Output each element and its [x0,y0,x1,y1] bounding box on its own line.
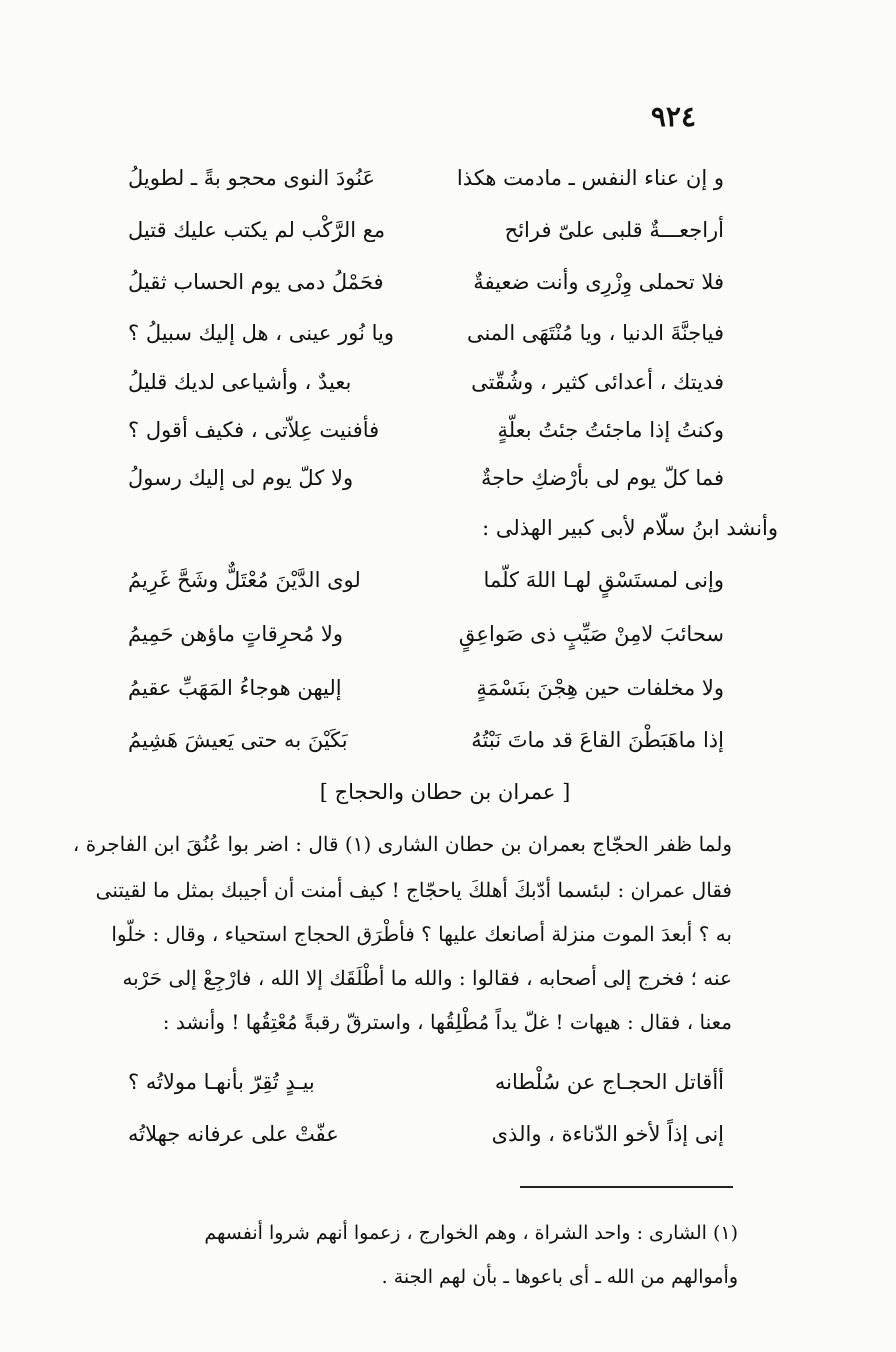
hemistich-second: بعيدٌ ، وأشياعى لديك قليلُ [128,370,352,394]
hemistich-second: ولا مُحرِقاتٍ ماؤهن حَمِيمُ [128,622,344,646]
verse [128,166,724,206]
prose-line: به ؟ أبعدَ الموت منزلة أصانعك عليها ؟ فأطْرَق الحجاج استحياء ، وقال : خلّوا [111,922,732,946]
hemistich-first: أأقاتل الحجـاج عن سُلْطانه [494,1070,724,1094]
hemistich-second: عَنُودَ النوى محجو بةً ـ لطويلُ [128,166,375,190]
hemistich-second: ولا كلّ يوم لى إليك رسولُ [128,466,354,490]
verse [128,370,724,410]
hemistich-second: بَكَيْنَ به حتى يَعيشَ هَشِيمُ [128,728,348,752]
hemistich-first: إذا ماهَبَطْنَ القاعَ قد ماتَ نَبْتُهُ [471,728,724,752]
hemistich-second: لوى الدَّيْنَ مُعْتَلٌّ وشَحَّ غَرِيمُ [128,568,361,592]
verse [128,676,724,716]
verse [128,270,724,310]
footnote-line: (١) الشارى : واحد الشراة ، وهم الخوارج ، زعموا أنهم شروا أنفسهم [204,1222,738,1244]
verse [128,568,724,608]
footnote-separator [520,1186,733,1188]
hemistich-second: فحَمْلُ دمى يوم الحساب ثقيلُ [128,270,384,294]
hemistich-first: فياجنَّةَ الدنيا ، ويا مُنْتَهَى المنى [466,321,724,345]
hemistich-second: ويا نُور عينى ، هل إليك سبيلُ ؟ [128,321,394,345]
verse [128,466,724,506]
hemistich-first: أراجعـــةٌ قلبى علىّ فرائح [504,218,724,242]
verse [128,321,724,361]
hemistich-second: إليهن هوجاءُ المَهَبِّ عقيمُ [128,676,342,700]
hemistich-first: فديتك ، أعدائى كثير ، وشُقّتى [471,370,724,394]
hemistich-first: سحائبَ لامِنْ صَيِّبٍ ذى صَواعِقٍ [458,622,724,646]
prose-line: فقال عمران : لبئسما أدّبكَ أهلكَ ياحجّاج ! كيف أمنت أن أجيبك بمثل ما لقيتنى [95,878,732,902]
hemistich-first: فما كلّ يوم لى بأرْضكِ حاجةٌ [481,466,724,490]
prose-line: ولما ظفر الحجّاج بعمران بن حطان الشارى (١) قال : اضر بوا عُنُقَ ابن الفاجرة ، [72,832,732,856]
verse [128,728,724,768]
hemistich-second: بيـدٍ تُقِرّ بأنهـا مولاتُه ؟ [128,1070,315,1094]
hemistich-first: فلا تحملى وِزْرِى وأنت ضعيفةٌ [473,270,724,294]
prose-line: عنه ؛ فخرج إلى أصحابه ، فقالوا : والله ما أطْلَقَك إلا الله ، فارْجِعْ إلى حَرْبه [122,966,732,990]
hemistich-first: و إن عناء النفس ـ مادمت هكذا [456,166,724,190]
verse [128,1070,724,1110]
hemistich-second: عفّتْ على عرفانه جهلاتُه [128,1122,339,1146]
hemistich-second: فأفنيت عِلاّتى ، فكيف أقول ؟ [128,418,380,442]
section-heading: [ عمران بن حطان والحجاج ] [319,780,571,804]
hemistich-first: وكنتُ إذا ماجئتُ جئتُ بعلّةٍ [497,418,724,442]
hemistich-first: وإنى لمستَسْقٍ لهـا اللهَ كلّما [483,568,724,592]
prose-line: معنا ، فقال : هيهات ! غلّ يداً مُطْلِقُها ، واسترقّ رقبةً مُعْتِقُها ! وأنشد : [162,1010,732,1034]
hemistich-second: مع الرَّكْب لم يكتب عليك قتيل [128,218,386,242]
footnote-line: وأموالهم من الله ـ أى باعوها ـ بأن لهم الجنة . [381,1266,738,1288]
verse [128,418,724,458]
hemistich-first: إنى إذاً لأخو الدّناءة ، والذى [491,1122,724,1146]
poem-intro: وأنشد ابنُ سلّام لأبى كبير الهذلى : [482,516,778,540]
verse [128,622,724,662]
page-number: ٩٢٤ [650,100,696,133]
verse [128,1122,724,1162]
hemistich-first: ولا مخلفات حين هِجْنَ بنَسْمَةٍ [476,676,724,700]
verse [128,218,724,258]
